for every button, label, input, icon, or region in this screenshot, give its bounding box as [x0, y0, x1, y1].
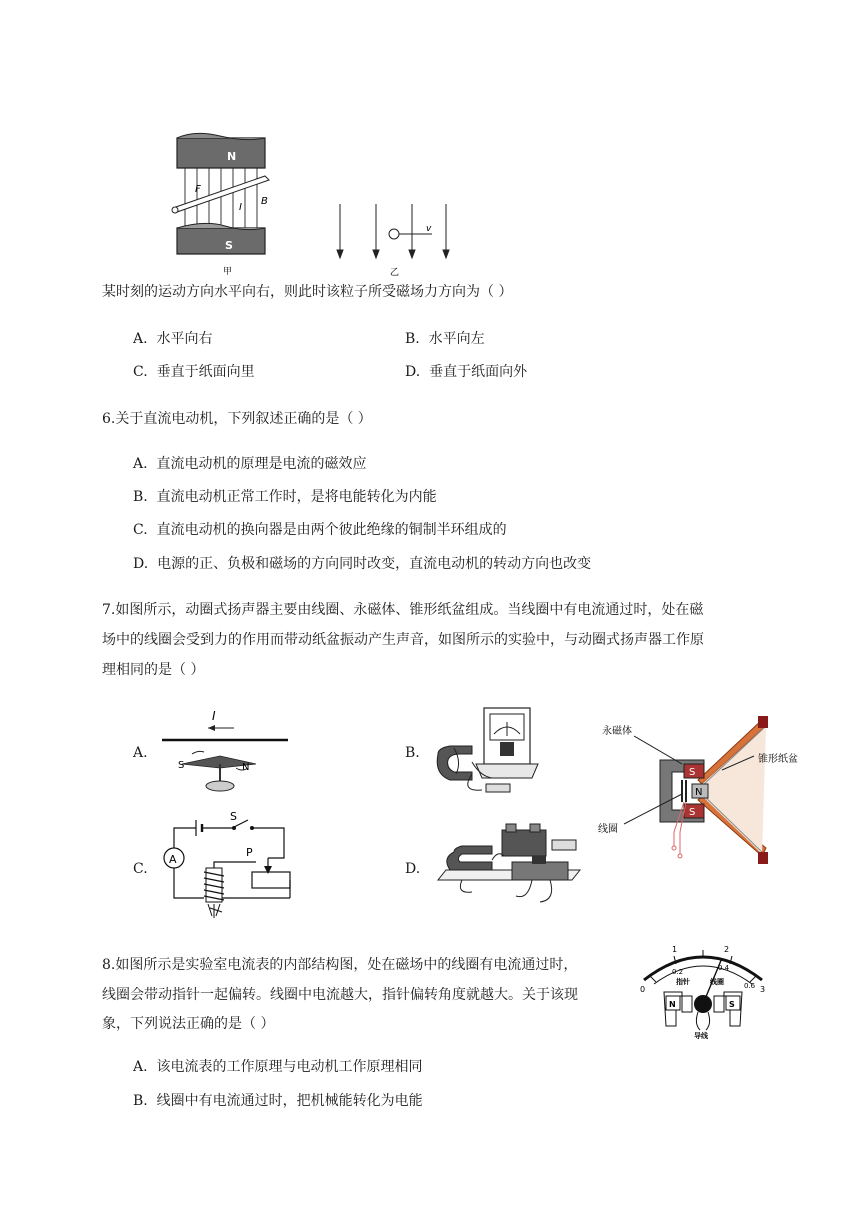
- q7-option-c[interactable]: C.: [133, 861, 148, 877]
- jia-f-label: F: [195, 184, 201, 195]
- q7-figure-b: [432, 704, 572, 802]
- q8-tick-2: 2: [724, 945, 730, 954]
- q7-option-d[interactable]: D.: [405, 861, 421, 877]
- q7-stem-line-1: 7.如图所示，动圈式扬声器主要由线圈、永磁体、锥形纸盆组成。当线圈中有电流通过时，处在磁: [102, 602, 704, 618]
- q8-s-label: S: [729, 1000, 735, 1009]
- q6-option-d[interactable]: [133, 554, 591, 574]
- q7a-n-label: N: [242, 762, 250, 773]
- q7-figure-a: [160, 706, 290, 798]
- q8-tick-3: 3: [760, 985, 766, 994]
- q8-tick-1: 1: [672, 945, 678, 954]
- q8-stem-line-3: 象，下列说法正确的是（ ）: [102, 1016, 275, 1032]
- q5-option-d-letter: D.: [405, 364, 421, 380]
- q5-option-c-letter: C.: [133, 364, 148, 380]
- q6-option-a-text: 直流电动机的原理是电流的磁效应: [156, 456, 367, 472]
- q8-needle-label: 指针: [676, 978, 690, 986]
- q8-sub-06: 0.6: [744, 982, 756, 990]
- q8-option-a-text: 该电流表的工作原理与电动机工作原理相同: [156, 1059, 423, 1075]
- q7c-s-label: S: [230, 810, 237, 823]
- q7c-p-label: P: [246, 846, 253, 859]
- q5-option-b-text: 水平向左: [428, 331, 485, 347]
- figure-jia: [165, 128, 280, 278]
- q7-stem-line-2: 场中的线圈会受到力的作用而带动纸盆振动产生声音，如图所示的实验中，与动圈式扬声器工作原: [102, 632, 704, 648]
- speaker-coil-label: 线圈: [598, 824, 618, 835]
- q7-figure-d: [432, 820, 582, 908]
- q5-option-b[interactable]: [405, 329, 485, 349]
- yi-caption: 乙: [390, 268, 400, 278]
- q8-option-b-letter: B.: [133, 1093, 148, 1109]
- q5-option-c-text: 垂直于纸面向里: [156, 364, 255, 380]
- q7a-i-label: I: [212, 709, 216, 723]
- q6-option-a-letter: A.: [133, 456, 148, 472]
- jia-b-label: B: [261, 196, 268, 207]
- q6-option-b[interactable]: [133, 487, 437, 507]
- q6-option-c-text: 直流电动机的换向器是由两个彼此绝缘的铜制半环组成的: [156, 522, 507, 538]
- q7c-a-label: A: [169, 853, 177, 866]
- figure-yi: [330, 200, 460, 278]
- q5-option-d[interactable]: [405, 362, 527, 382]
- q6-option-d-text: 电源的正、负极和磁场的方向同时改变，直流电动机的转动方向也改变: [157, 556, 592, 572]
- q8-n-label: N: [669, 1000, 676, 1009]
- q5-option-a-text: 水平向右: [156, 331, 213, 347]
- q8-option-b[interactable]: [133, 1091, 423, 1111]
- q5-option-a-letter: A.: [133, 331, 148, 347]
- jia-caption: 甲: [223, 267, 233, 277]
- q8-option-b-text: 线圈中有电流通过时，把机械能转化为电能: [156, 1093, 423, 1109]
- q8-tick-0: 0: [640, 985, 646, 994]
- speaker-s1-label: S: [689, 767, 696, 778]
- q5-stem-tail: 某时刻的运动方向水平向右，则此时该粒子所受磁场力方向为（ ）: [102, 284, 513, 300]
- q7-option-a[interactable]: A.: [133, 745, 148, 761]
- q8-stem-line-1: 8.如图所示是实验室电流表的内部结构图，处在磁场中的线圈有电流通过时，: [102, 957, 578, 973]
- speaker-s2-label: S: [689, 807, 696, 818]
- q8-ammeter-diagram: [636, 940, 770, 1040]
- speaker-n-label: N: [695, 787, 703, 798]
- q8-option-a[interactable]: [133, 1057, 422, 1077]
- q6-option-c-letter: C.: [133, 522, 148, 538]
- q7-figure-c: [156, 808, 302, 920]
- q7-stem-line-3: 理相同的是（ ）: [102, 662, 205, 678]
- q8-sub-02: 0.2: [672, 968, 684, 976]
- q6-stem: 6.关于直流电动机，下列叙述正确的是（ ）: [102, 411, 372, 427]
- q6-option-d-letter: D.: [133, 556, 149, 572]
- q6-option-b-text: 直流电动机正常工作时，是将电能转化为内能: [156, 489, 437, 505]
- q7-option-b[interactable]: B.: [405, 745, 420, 761]
- q5-option-d-text: 垂直于纸面向外: [429, 364, 528, 380]
- q5-option-a[interactable]: [133, 329, 212, 349]
- q5-option-c[interactable]: [133, 362, 255, 382]
- q8-wire-label: 导线: [694, 1032, 708, 1040]
- jia-n-label: N: [227, 150, 237, 163]
- speaker-cone-label: 锥形纸盆: [758, 754, 798, 765]
- jia-s-label: S: [225, 239, 233, 252]
- q7a-s-label: S: [178, 760, 185, 771]
- q7-speaker-diagram: [594, 714, 814, 866]
- q6-option-a[interactable]: [133, 454, 366, 474]
- jia-i-label: I: [239, 202, 242, 213]
- q8-option-a-letter: A.: [133, 1059, 148, 1075]
- q8-stem-line-2: 线圈会带动指针一起偏转。线圈中电流越大，指针偏转角度就越大。关于该现: [102, 987, 578, 1003]
- q8-coil-label: 线圈: [710, 978, 724, 986]
- q5-option-b-letter: B.: [405, 331, 420, 347]
- q8-sub-04: 0.4: [718, 964, 730, 972]
- speaker-magnet-label: 永磁体: [602, 726, 632, 737]
- q6-option-c[interactable]: [133, 520, 507, 540]
- q6-option-b-letter: B.: [133, 489, 148, 505]
- yi-v-label: v: [426, 224, 432, 234]
